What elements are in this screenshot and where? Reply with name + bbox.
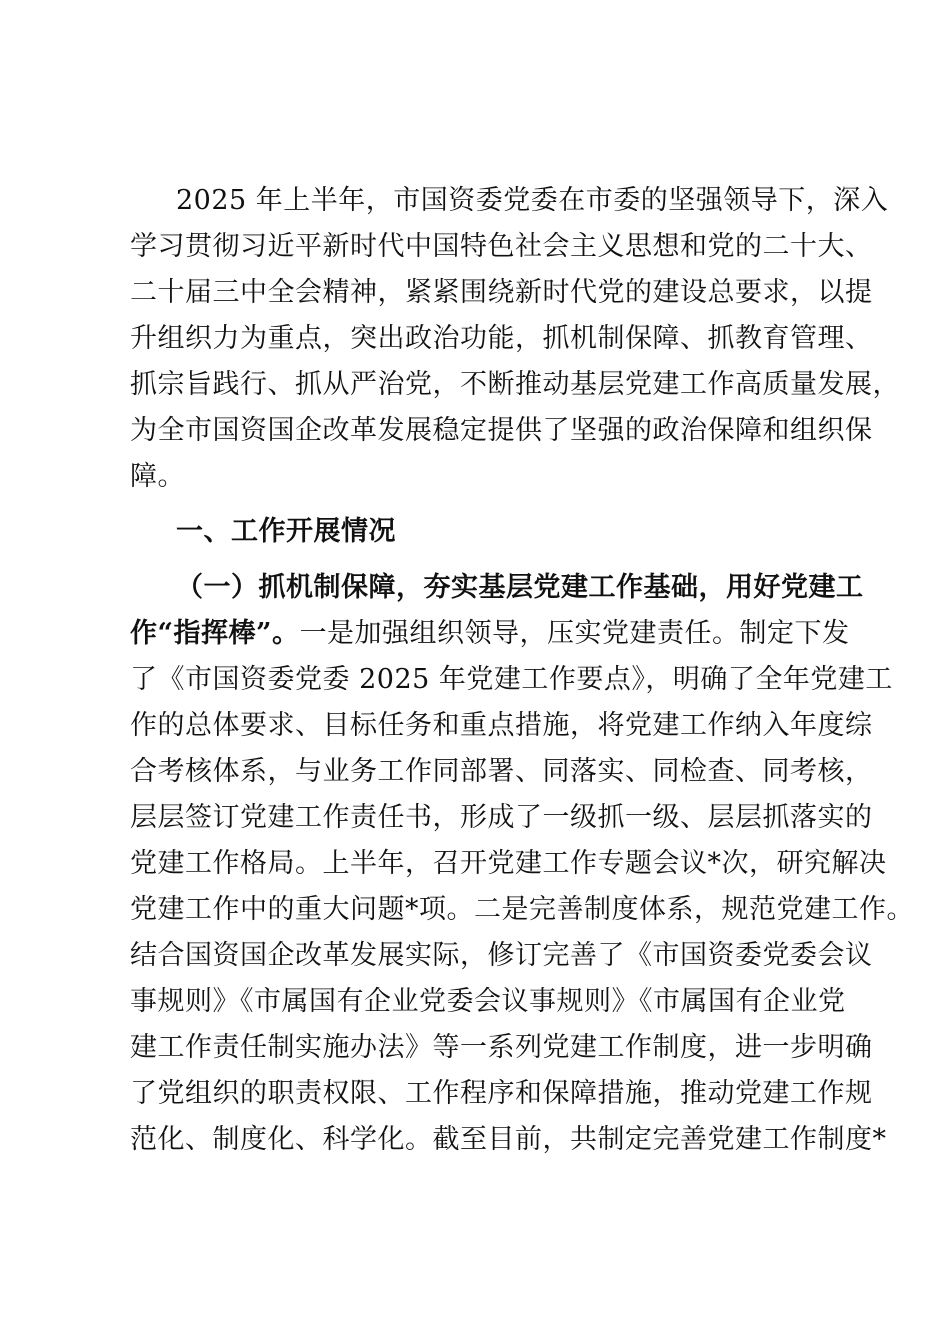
body-line: 结合国资国企改革发展实际，修订完善了《市国资委党委会议 [130,940,873,971]
body-text-start: 一是加强组织领导，压实党建责任。制定下发 [299,618,850,649]
body-line: 事规则》《市属国有企业党委会议事规则》《市属国有企业党 [130,986,846,1017]
body-line: 党建工作格局。上半年，召开党建工作专题会议*次，研究解决 [130,848,887,879]
intro-line: 2025 年上半年，市国资委党委在市委的坚强领导下，深入 [176,185,889,216]
intro-line: 障。 [130,461,185,492]
body-line: 合考核体系，与业务工作同部署、同落实、同检查、同考核， [130,756,873,787]
body-line: 了党组织的职责权限、工作程序和保障措施，推动党建工作规 [130,1078,873,1109]
body-line: 作的总体要求、目标任务和重点措施，将党建工作纳入年度综 [130,710,873,741]
intro-line: 学习贯彻习近平新时代中国特色社会主义思想和党的二十大、 [130,231,873,262]
body-line: 党建工作中的重大问题*项。二是完善制度体系，规范党建工作。 [130,894,914,925]
subheading-line-mixed [130,614,850,654]
body-line: 范化、制度化、科学化。截至目前，共制定完善党建工作制度* [130,1124,887,1155]
section-heading: 一、工作开展情况 [176,516,396,547]
subheading-line: （一）抓机制保障，夯实基层党建工作基础，用好党建工 [176,572,864,603]
intro-line: 二十届三中全会精神，紧紧围绕新时代党的建设总要求，以提 [130,277,873,308]
intro-line: 升组织力为重点，突出政治功能，抓机制保障、抓教育管理、 [130,323,873,354]
subheading-bold-tail: 作“指挥棒”。 [130,618,300,649]
body-line: 建工作责任制实施办法》等一系列党建工作制度，进一步明确 [130,1032,873,1063]
intro-line: 为全市国资国企改革发展稳定提供了坚强的政治保障和组织保 [130,415,873,446]
body-line: 了《市国资委党委 2025 年党建工作要点》，明确了全年党建工 [130,664,893,695]
intro-line: 抓宗旨践行、抓从严治党，不断推动基层党建工作高质量发展， [130,369,900,400]
body-line: 层层签订党建工作责任书，形成了一级抓一级、层层抓落实的 [130,802,873,833]
